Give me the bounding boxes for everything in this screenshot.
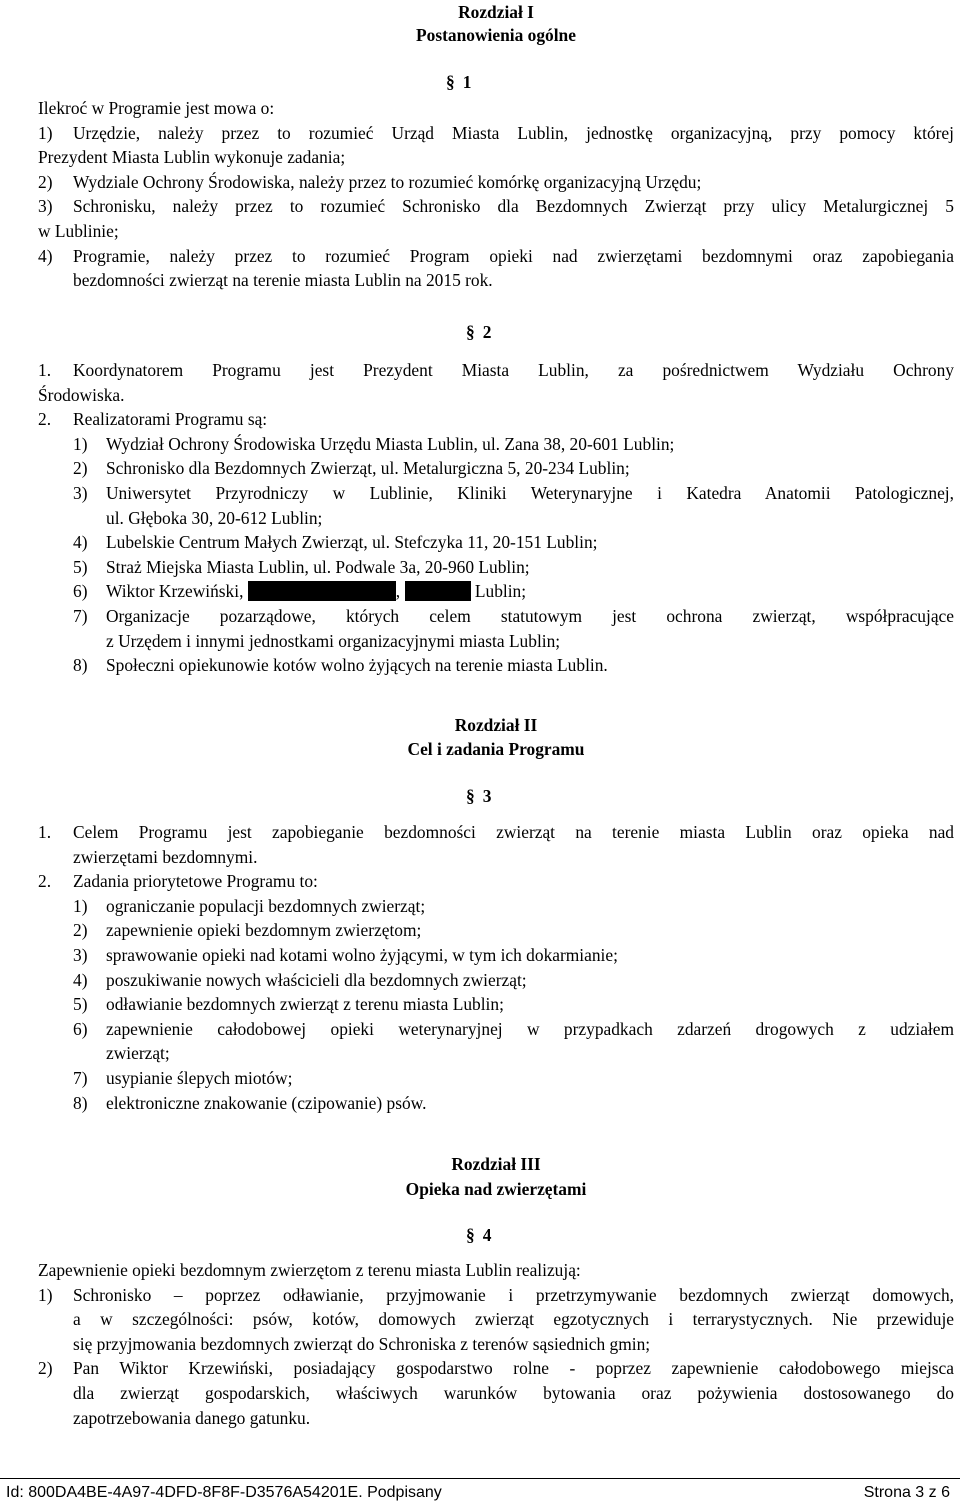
section-4-item: 2) Pan Wiktor Krzewiński, posiadający gospodarstwo rolne - poprzez zapewnienie całodobowego miejsca (38, 1358, 954, 1379)
section-symbol: § (466, 1225, 475, 1245)
section-4-intro: Zapewnienie opieki bezdomnym zwierzętom z terenu miasta Lublin realizują: (38, 1260, 581, 1280)
chapter-2-title: Cel i zadania Programu (407, 739, 585, 759)
section-symbol: § (466, 322, 475, 342)
section-3-heading (466, 784, 566, 808)
section-3-item: 3) sprawowanie opieki nad kotami wolno żyjącymi, w tym ich dokarmianie; (73, 944, 618, 965)
document-id: Id: 800DA4BE-4A97-4DFD-8F8F-D3576A54201E. Podpisany (6, 1484, 442, 1501)
section-4-heading (466, 1223, 566, 1247)
redaction-bar (248, 581, 396, 601)
section-3-point-1: 1. Celem Programu jest zapobieganie bezdomności zwierząt na terenie miasta Lublin oraz opieka nad (38, 822, 954, 842)
section-2-item: 7) Organizacje pozarządowe, których celem statutowym jest ochrona zwierząt, współpracujące (73, 605, 954, 626)
section-4-body: Zapewnienie opieki bezdomnym zwierzętom z terenu miasta Lublin realizują: 1) Schronisko – poprzez odławianie, przyjmowanie i przetrzymywanie bezdomnych zwierząt domowych, a w szczególności: psów, kotów, domowych zwierząt egzotycznych i terrarystycznych. Nie przewiduje się przyjmowania bezdomnych zwierząt do Schroniska z terenów sąsiednich gmin; 2) Pan Wiktor Krzewiński, posiadający gospodarstwo rolne - poprzez zapewnienie całodobowego miejsca dla zwierząt gospodarskich, właściwych warunków bytowania oraz pożywienia dostosowanego do zapotrzebowania danego gatunku. (38, 1260, 954, 1428)
section-3-body: 1. Celem Programu jest zapobieganie bezdomności zwierząt na terenie miasta Lublin oraz opieka nad zwierzętami bezdomnymi. 2. Zadania priorytetowe Programu to: 1) ograniczanie populacji bezdomnych zwierząt; 2) zapewnienie opieki bezdomnym zwierzętom; 3) sprawowanie opieki nad kotami wolno żyjącymi, w tym ich dokarmianie; 4) poszukiwanie nowych właścicieli dla bezdomnych zwierząt; 5) odławianie bezdomnych zwierząt z terenu miasta Lublin; 6) zapewnienie całodobowej opieki weterynaryjnej w przypadkach zdarzeń drogowych z udziałem zwierząt; 7) usypianie ślepych miotów; 8) elektroniczne znakowanie (czipowanie) psów. (38, 820, 954, 1115)
chapter-3-title: Opieka nad zwierzętami (405, 1179, 587, 1199)
section-symbol: § (446, 72, 455, 92)
section-2-heading (466, 320, 566, 344)
section-3-item: 8) elektroniczne znakowanie (czipowanie) psów. (73, 1092, 427, 1113)
page-number: Strona 3 z 6 (863, 1484, 950, 1501)
section-number: 1 (462, 72, 472, 92)
section-3-point-2: 2. Zadania priorytetowe Programu to: (38, 871, 318, 892)
chapter-3-number: Rozdział III (451, 1154, 541, 1174)
section-2-item: 3) Uniwersytet Przyrodniczy w Lublinie, Kliniki Weterynaryjne i Katedra Anatomii Patologicznej, (73, 482, 954, 503)
section-number: 4 (482, 1225, 492, 1245)
section-2-item-redacted: 6) Wiktor Krzewiński, , Lublin; (73, 581, 527, 602)
section-2-item: 2) Schronisko dla Bezdomnych Zwierząt, ul. Metalurgiczna 5, 20-234 Lublin; (73, 458, 630, 479)
section-1-item: 4) Programie, należy przez to rozumieć Program opieki nad zwierzętami bezdomnymi oraz zapobiegania (38, 245, 954, 266)
section-1-heading (446, 70, 546, 94)
section-3-item: 6) zapewnienie całodobowej opieki weterynaryjnej w przypadkach zdarzeń drogowych z udziałem (73, 1018, 954, 1039)
redaction-bar (405, 581, 471, 601)
section-2-item: 5) Straż Miejska Miasta Lublin, ul. Podwale 3a, 20-960 Lublin; (73, 556, 530, 577)
section-1-body: Ilekroć w Programie jest mowa o: 1) Urzędzie, należy przez to rozumieć Urząd Miasta Lublin, jednostkę organizacyjną, przy pomocy której Prezydent Miasta Lublin wykonuje zadania; 2) Wydziale Ochrony Środowiska, należy przez to rozumieć komórkę organizacyjną Urzędu; 3) Schronisku, należy przez to rozumieć Schronisko dla Bezdomnych Zwierząt przy ulicy Metalurgicznej 5 w Lublinie; 4) Programie, należy przez to rozumieć Program opieki nad zwierzętami bezdomnymi oraz zapobiegania bezdomności zwierząt na terenie miasta Lublin na 2015 rok. (38, 98, 954, 291)
section-3-item: 4) poszukiwanie nowych właścicieli dla bezdomnych zwierząt; (73, 969, 527, 990)
chapter-2-number: Rozdział II (454, 715, 538, 735)
chapter-1-title: Postanowienia ogólne (416, 25, 576, 45)
section-4-item: 1) Schronisko – poprzez odławianie, przyjmowanie i przetrzymywanie bezdomnych zwierząt domowych, (38, 1284, 954, 1305)
section-symbol: § (466, 786, 475, 806)
section-3-item: 2) zapewnienie opieki bezdomnym zwierzętom; (73, 920, 422, 941)
section-2-item: 4) Lubelskie Centrum Małych Zwierząt, ul. Stefczyka 11, 20-151 Lublin; (73, 532, 598, 553)
page-footer (0, 1478, 960, 1506)
section-2-item: 1) Wydział Ochrony Środowiska Urzędu Miasta Lublin, ul. Zana 38, 20-601 Lublin; (73, 433, 675, 454)
section-number: 3 (482, 786, 492, 806)
section-2-item: 8) Społeczni opiekunowie kotów wolno żyjących na terenie miasta Lublin. (73, 655, 608, 676)
section-3-item: 5) odławianie bezdomnych zwierząt z terenu miasta Lublin; (73, 994, 504, 1015)
section-1-intro: Ilekroć w Programie jest mowa o: (38, 98, 275, 118)
section-3-item: 1) ograniczanie populacji bezdomnych zwierząt; (73, 895, 426, 916)
section-1-item: 1) Urzędzie, należy przez to rozumieć Urząd Miasta Lublin, jednostkę organizacyjną, przy pomocy której (38, 122, 954, 143)
section-1-item: 3) Schronisku, należy przez to rozumieć Schronisko dla Bezdomnych Zwierząt przy ulicy Metalurgicznej 5 (38, 196, 954, 217)
section-2-point-1: 1. Koordynatorem Programu jest Prezydent Miasta Lublin, za pośrednictwem Wydziału Ochrony (38, 360, 954, 380)
section-1-item: 2) Wydziale Ochrony Środowiska, należy przez to rozumieć komórkę organizacyjną Urzędu; (38, 171, 702, 192)
section-2-point-2: 2. Realizatorami Programu są: (38, 409, 268, 430)
section-number: 2 (482, 322, 492, 342)
section-2-body: 1. Koordynatorem Programu jest Prezydent Miasta Lublin, za pośrednictwem Wydziału Ochrony Środowiska. 2. Realizatorami Programu są: 1) Wydział Ochrony Środowiska Urzędu Miasta Lublin, ul. Zana 38, 20-601 Lublin; 2) Schronisko dla Bezdomnych Zwierząt, ul. Metalurgiczna 5, 20-234 Lublin; 3) Uniwersytet Przyrodniczy w Lublinie, Kliniki Weterynaryjne i Katedra Anatomii Patologicznej, ul. Głęboka 30, 20-612 Lublin; 4) Lubelskie Centrum Małych Zwierząt, ul. Stefczyka 11, 20-151 Lublin; 5) Straż Miejska Miasta Lublin, ul. Podwale 3a, 20-960 Lublin; 6) Wiktor Krzewiński, , Lublin; 7) Organizacje pozarządowe, których celem statutowym jest ochrona zwierząt, współpracujące z Urzędem i innymi jednostkami organizacyjnymi miasta Lublin; 8) Społeczni opiekunowie kotów wolno żyjących na terenie miasta Lublin. (38, 358, 954, 678)
chapter-1-number: Rozdział I (458, 2, 534, 22)
section-3-item: 7) usypianie ślepych miotów; (73, 1067, 293, 1088)
